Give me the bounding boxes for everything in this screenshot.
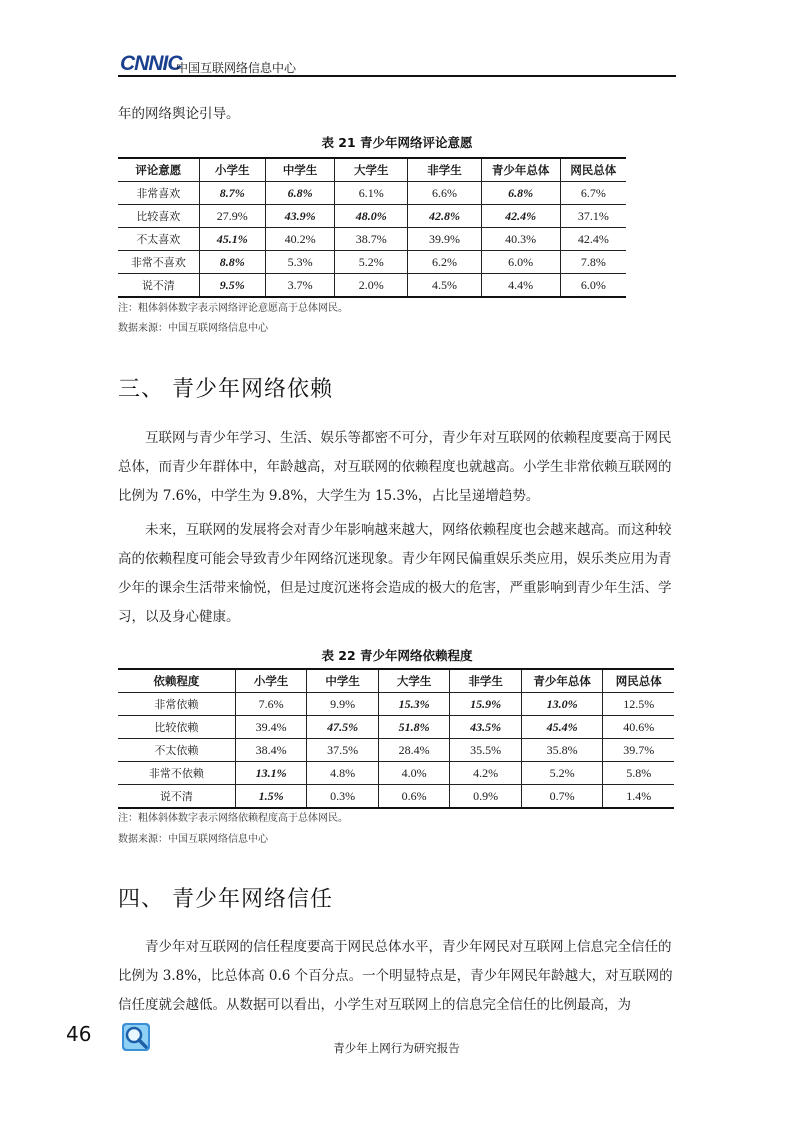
table-row [118,251,626,274]
page-number: 46 [66,1022,92,1046]
table-header-cell: 大学生 [378,669,450,693]
table-cell: 0.7% [521,785,603,809]
table-cell: 13.1% [235,762,307,785]
table-cell: 42.4% [481,205,560,228]
table21-note: 注：粗体斜体数字表示网络评论意愿高于总体网民。 [118,303,348,314]
table-header-cell: 大学生 [335,158,408,182]
section4-para1: 青少年对互联网的信任程度要高于网民总体水平，青少年网民对互联网上信息完全信任的比例为 3.8%，比总体高 0.6 个百分点。一个明显特点是，青少年网民年龄越大，对互联网的信任度就会越低。从数据可以看出，小学生对互联网上的信息完全信任的比例最高，为 [118,939,673,1013]
table-cell: 40.6% [603,716,674,739]
table-header-cell: 评论意愿 [118,158,199,182]
table-cell: 4.0% [378,762,450,785]
table-header-cell: 青少年总体 [481,158,560,182]
table-header-cell: 中学生 [265,158,334,182]
table-cell: 5.3% [265,251,334,274]
table-cell: 4.2% [450,762,522,785]
table-cell: 42.4% [560,228,626,251]
row-label: 非常喜欢 [118,182,199,205]
table-cell: 51.8% [378,716,450,739]
table-cell: 6.0% [560,274,626,298]
table-cell: 38.4% [235,739,307,762]
row-label: 非常不喜欢 [118,251,199,274]
intro-line: 年的网络舆论引导。 [118,106,240,122]
table-row [118,785,674,809]
table-cell: 27.9% [199,205,265,228]
table22-source: 数据来源：中国互联网络信息中心 [118,834,268,845]
table-cell: 47.5% [307,716,379,739]
table-cell: 37.1% [560,205,626,228]
table-cell: 6.2% [408,251,481,274]
table-cell: 48.0% [335,205,408,228]
section3-para2: 未来，互联网的发展将会对青少年影响越来越大，网络依赖程度也会越来越高。而这种较高的依赖程度可能会导致青少年网络沉迷现象。青少年网民偏重娱乐类应用，娱乐类应用为青少年的课余生活带来愉悦，但是过度沉迷将会造成的极大的危害，严重影响到青少年生活、学习，以及身心健康。 [118,522,672,625]
table-cell: 3.7% [265,274,334,298]
table-cell: 39.4% [235,716,307,739]
table-cell: 5.8% [603,762,674,785]
table-header-cell: 非学生 [408,158,481,182]
row-label: 说不清 [118,785,235,809]
table-cell: 45.1% [199,228,265,251]
table21-source: 数据来源：中国互联网络信息中心 [118,323,268,334]
row-label: 比较喜欢 [118,205,199,228]
table-row [118,182,626,205]
row-label: 不太依赖 [118,739,235,762]
row-label: 非常不依赖 [118,762,235,785]
table-cell: 6.1% [335,182,408,205]
table-cell: 45.4% [521,716,603,739]
table-cell: 4.4% [481,274,560,298]
table-row [118,762,674,785]
table-cell: 15.9% [450,693,522,716]
report-title: 青少年上网行为研究报告 [333,1041,460,1055]
section3-title: 三、 青少年网络依赖 [118,377,333,402]
table-header-cell: 依赖程度 [118,669,235,693]
table-header-cell: 小学生 [235,669,307,693]
table21-header-row [118,158,626,182]
table-header-cell: 中学生 [307,669,379,693]
row-label: 不太喜欢 [118,228,199,251]
section4-title: 四、 青少年网络信任 [118,887,333,912]
table21 [118,157,626,298]
table-cell: 8.7% [199,182,265,205]
table-header-cell: 青少年总体 [521,669,603,693]
table-cell: 0.9% [450,785,522,809]
table-cell: 40.2% [265,228,334,251]
table-cell: 0.6% [378,785,450,809]
table-cell: 4.5% [408,274,481,298]
table-row [118,739,674,762]
table-cell: 1.5% [235,785,307,809]
table-cell: 6.0% [481,251,560,274]
table-cell: 12.5% [603,693,674,716]
table-row [118,228,626,251]
table-header-cell: 网民总体 [603,669,674,693]
table22-caption: 表 22 青少年网络依赖程度 [321,648,473,663]
table-row [118,693,674,716]
row-label: 比较依赖 [118,716,235,739]
table-cell: 4.8% [307,762,379,785]
table-cell: 5.2% [335,251,408,274]
table-cell: 6.6% [408,182,481,205]
table-cell: 7.6% [235,693,307,716]
table-cell: 37.5% [307,739,379,762]
table-row [118,274,626,298]
table-cell: 6.7% [560,182,626,205]
cnnic-logo: CNNIC [120,52,182,75]
table-cell: 6.8% [481,182,560,205]
row-label: 非常依赖 [118,693,235,716]
table-cell: 43.9% [265,205,334,228]
table-cell: 35.8% [521,739,603,762]
header-org-name: 中国互联网络信息中心 [176,61,297,75]
table-cell: 40.3% [481,228,560,251]
table-cell: 39.7% [603,739,674,762]
table-cell: 1.4% [603,785,674,809]
table-header-cell: 小学生 [199,158,265,182]
table-cell: 8.8% [199,251,265,274]
section3-para1: 互联网与青少年学习、生活、娱乐等都密不可分，青少年对互联网的依赖程度要高于网民总体，而青少年群体中，年龄越高，对互联网的依赖程度也就越高。小学生非常依赖互联网的比例为 7.6%，中学生为 9.8%，大学生为 15.3%，占比呈递增趋势。 [118,430,672,504]
table-cell: 35.5% [450,739,522,762]
table-row [118,205,626,228]
table-cell: 28.4% [378,739,450,762]
table-cell: 5.2% [521,762,603,785]
table-cell: 43.5% [450,716,522,739]
table22-header-row [118,669,674,693]
table-cell: 42.8% [408,205,481,228]
header-divider [118,75,676,77]
table-cell: 39.9% [408,228,481,251]
row-label: 说不清 [118,274,199,298]
table-cell: 9.5% [199,274,265,298]
table-cell: 7.8% [560,251,626,274]
table-header-cell: 网民总体 [560,158,626,182]
table-cell: 0.3% [307,785,379,809]
table-row [118,716,674,739]
table22-note: 注：粗体斜体数字表示网络依赖程度高于总体网民。 [118,813,348,824]
table-cell: 38.7% [335,228,408,251]
table-cell: 13.0% [521,693,603,716]
table-cell: 9.9% [307,693,379,716]
table-cell: 15.3% [378,693,450,716]
table-header-cell: 非学生 [450,669,522,693]
table-cell: 6.8% [265,182,334,205]
table-cell: 2.0% [335,274,408,298]
table21-caption: 表 21 青少年网络评论意愿 [321,135,473,150]
table22 [118,668,674,809]
